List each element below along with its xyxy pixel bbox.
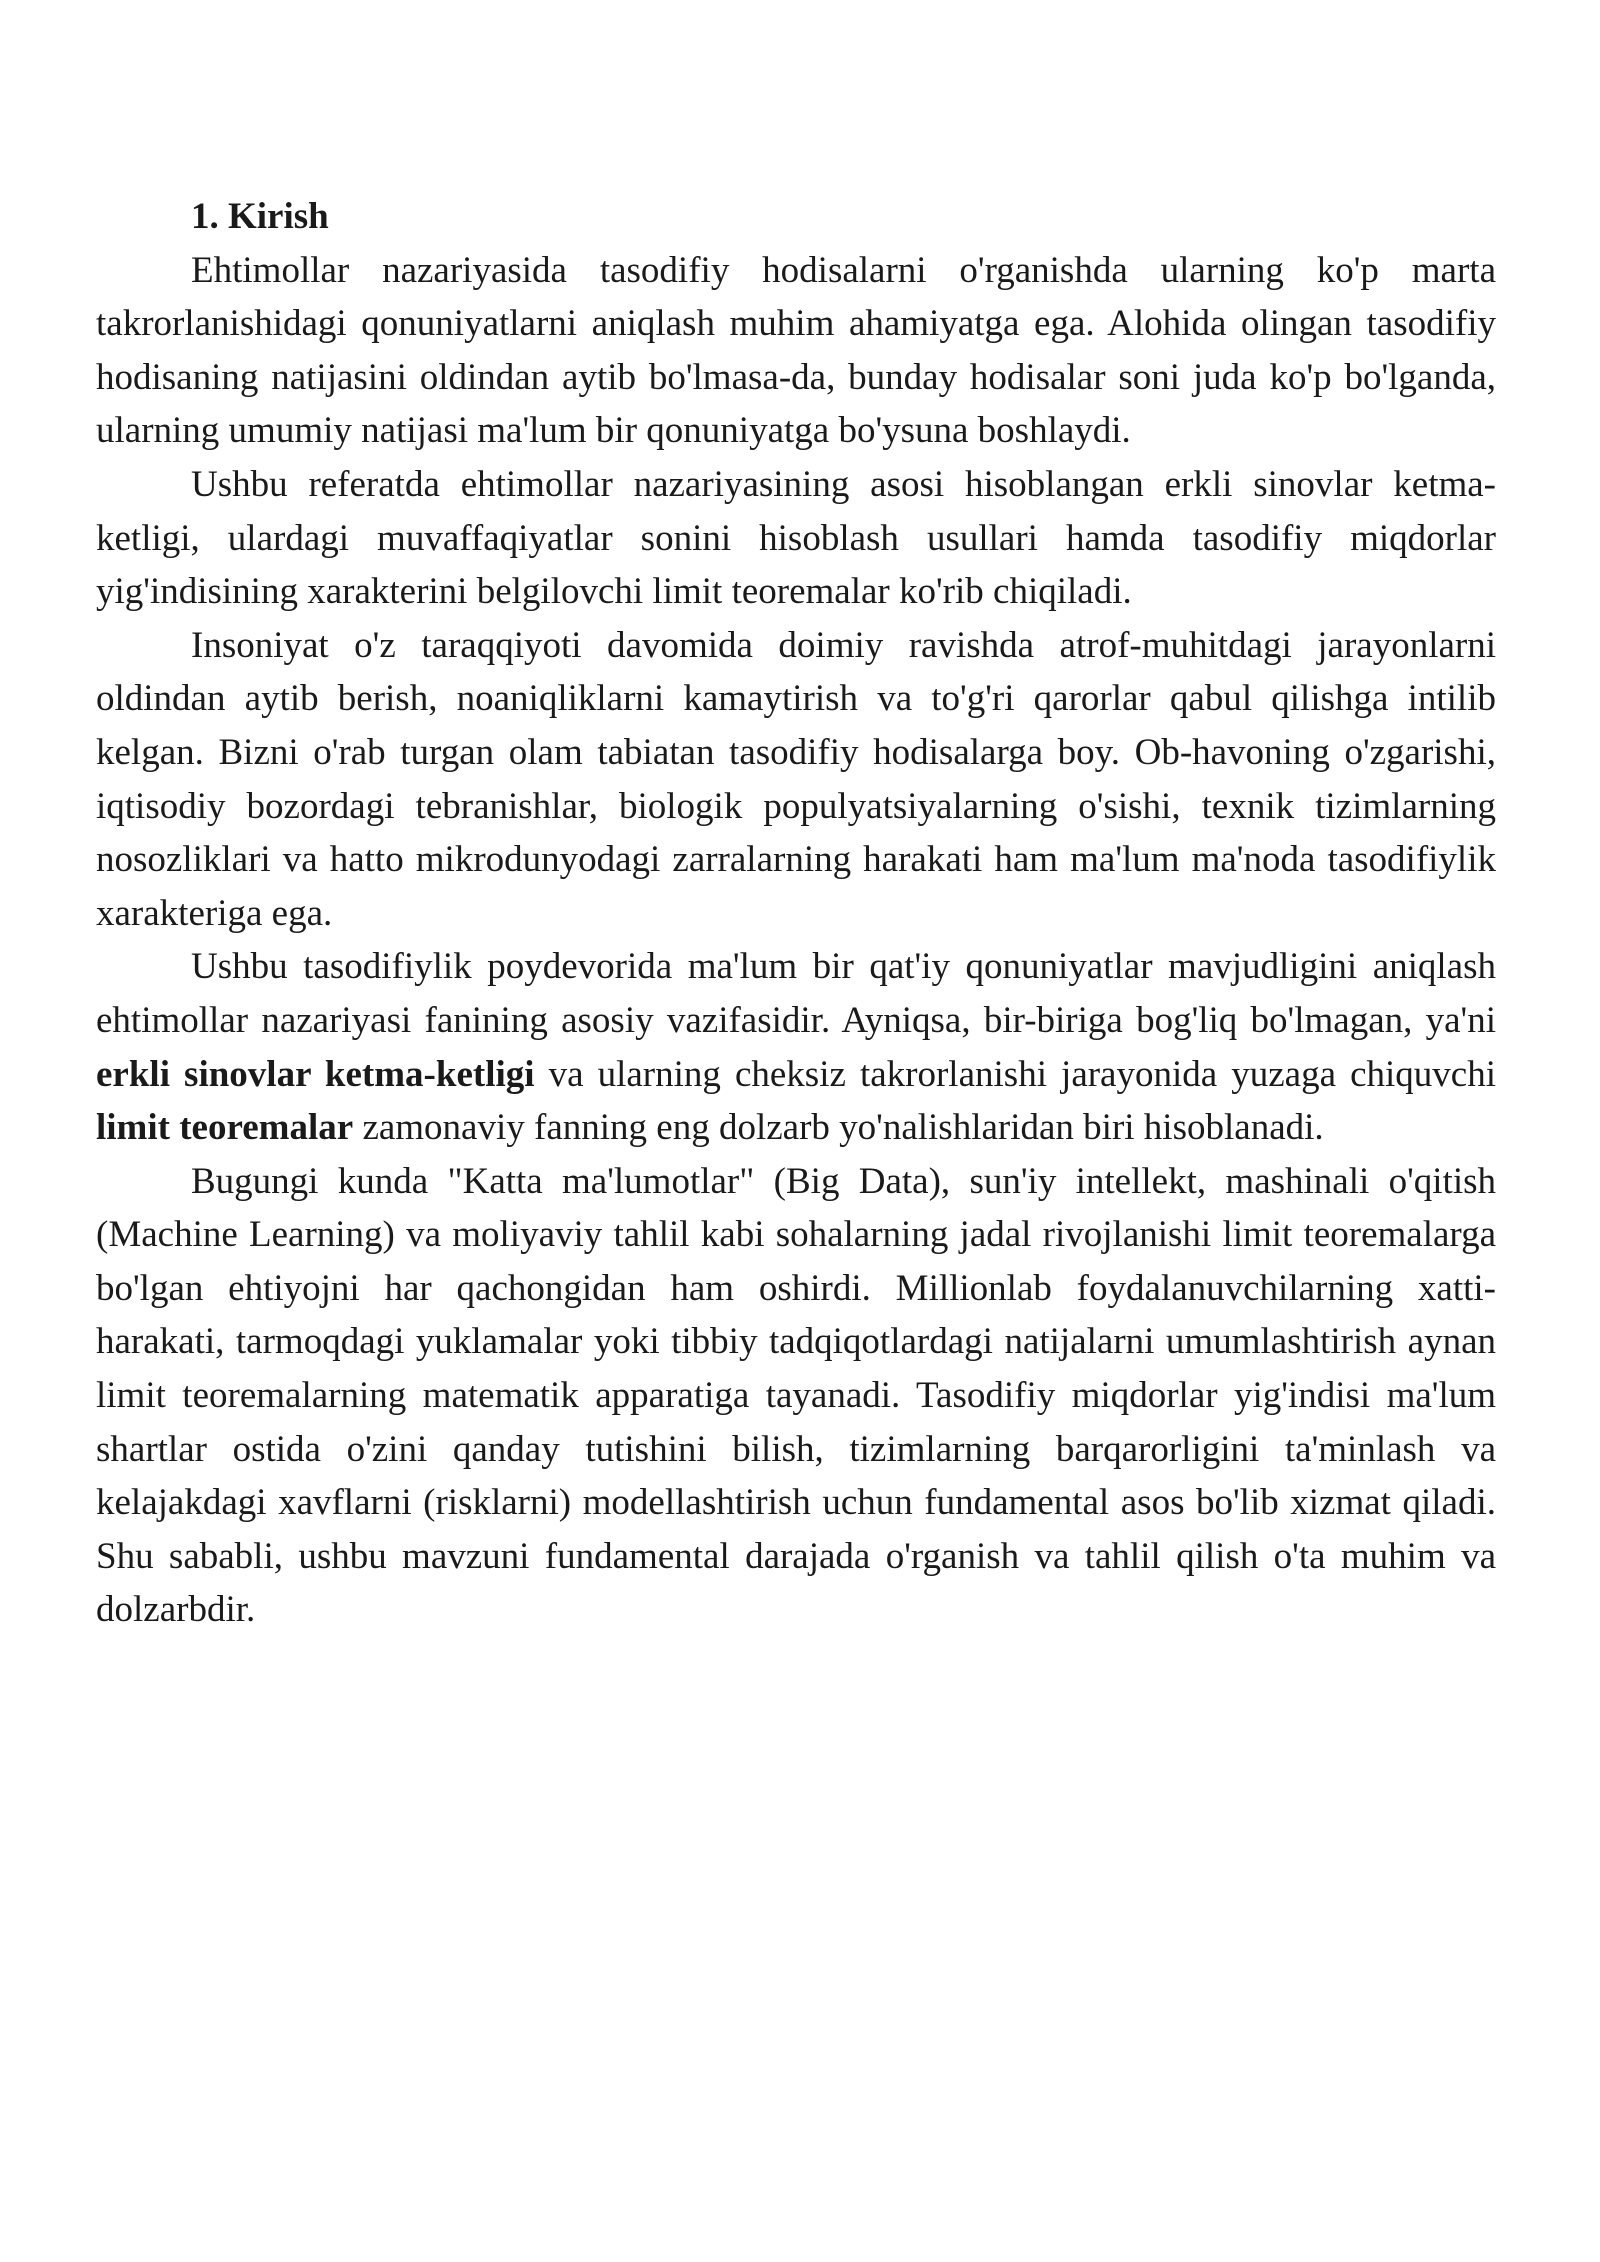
- paragraph-2: Ushbu referatda ehtimollar nazariyasining asosi hisoblangan erkli sinovlar ketma-ketligi, ulardagi muvaffaqiyatlar sonini hisoblash usullari hamda tasodifiy miqdorlar yig'indisining xarakterini belgilovchi limit teoremalar ko'rib chiqiladi.: [96, 463, 1496, 613]
- document-body: [96, 190, 1496, 1637]
- paragraph-4: [96, 940, 1496, 1154]
- section-heading: 1. Kirish: [191, 196, 329, 237]
- paragraph-3: Insoniyat o'z taraqqiyoti davomida doimiy ravishda atrof-muhitdagi jarayonlarni oldindan aytib berish, noaniqliklarni kamaytirish va to'g'ri qarorlar qabul qilishga intilib kelgan. Bizni o'rab turgan olam tabiatan tasodifiy hodisalarga boy. Ob-havoning o'zgarishi, iqtisodiy bozordagi tebranishlar, biologik populyatsiyalarning o'sishi, texnik tizimlarning nosozliklari va hatto mikrodunyodagi zarralarning harakati ham ma'lum ma'noda tasodifiylik xarakteriga ega.: [96, 624, 1496, 934]
- paragraph-4-bold-term-1: erkli sinovlar ketma-ketligi: [96, 1053, 535, 1095]
- paragraph-4-bold-term-2: limit teoremalar: [96, 1107, 354, 1149]
- paragraph-4-text-3: zamonaviy fanning eng dolzarb yo'nalishlaridan biri hisoblanadi.: [353, 1107, 1324, 1149]
- paragraph-4-text-2: va ularning cheksiz takrorlanishi jarayonida yuzaga chiquvchi: [534, 1053, 1496, 1095]
- paragraph-1: Ehtimollar nazariyasida tasodifiy hodisalarni o'rganishda ularning ko'p marta takrorlanishidagi qonuniyatlarni aniqlash muhim ahamiyatga ega. Alohida olingan tasodifiy hodisaning natijasini oldindan aytib bo'lmasa-da, bunday hodisalar soni juda ko'p bo'lganda, ularning umumiy natijasi ma'lum bir qonuniyatga bo'ysuna boshlaydi.: [96, 249, 1496, 452]
- paragraph-5: Bugungi kunda "Katta ma'lumotlar" (Big Data), sun'iy intellekt, mashinali o'qitish (Machine Learning) va moliyaviy tahlil kabi sohalarning jadal rivojlanishi limit teoremalarga bo'lgan ehtiyojni har qachongidan ham oshirdi. Millionlab foydalanuvchilarning xatti-harakati, tarmoqdagi yuklamalar yoki tibbiy tadqiqotlardagi natijalarni umumlashtirish aynan limit teoremalarning matematik apparatiga tayanadi. Tasodifiy miqdorlar yig'indisi ma'lum shartlar ostida o'zini qanday tutishini bilish, tizimlarning barqarorligini ta'minlash va kelajakdagi xavflarni (risklarni) modellashtirish uchun fundamental asos bo'lib xizmat qiladi. Shu sababli, ushbu mavzuni fundamental darajada o'rganish va tahlil qilish o'ta muhim va dolzarbdir.: [96, 1160, 1496, 1631]
- paragraph-4-text-1: Ushbu tasodifiylik poydevorida ma'lum bir qat'iy qonuniyatlar mavjudligini aniqlash ehtimollar nazariyasi fanining asosiy vazifasidir. Ayniqsa, bir-biriga bog'liq bo'lmagan, ya'ni: [96, 946, 1496, 1041]
